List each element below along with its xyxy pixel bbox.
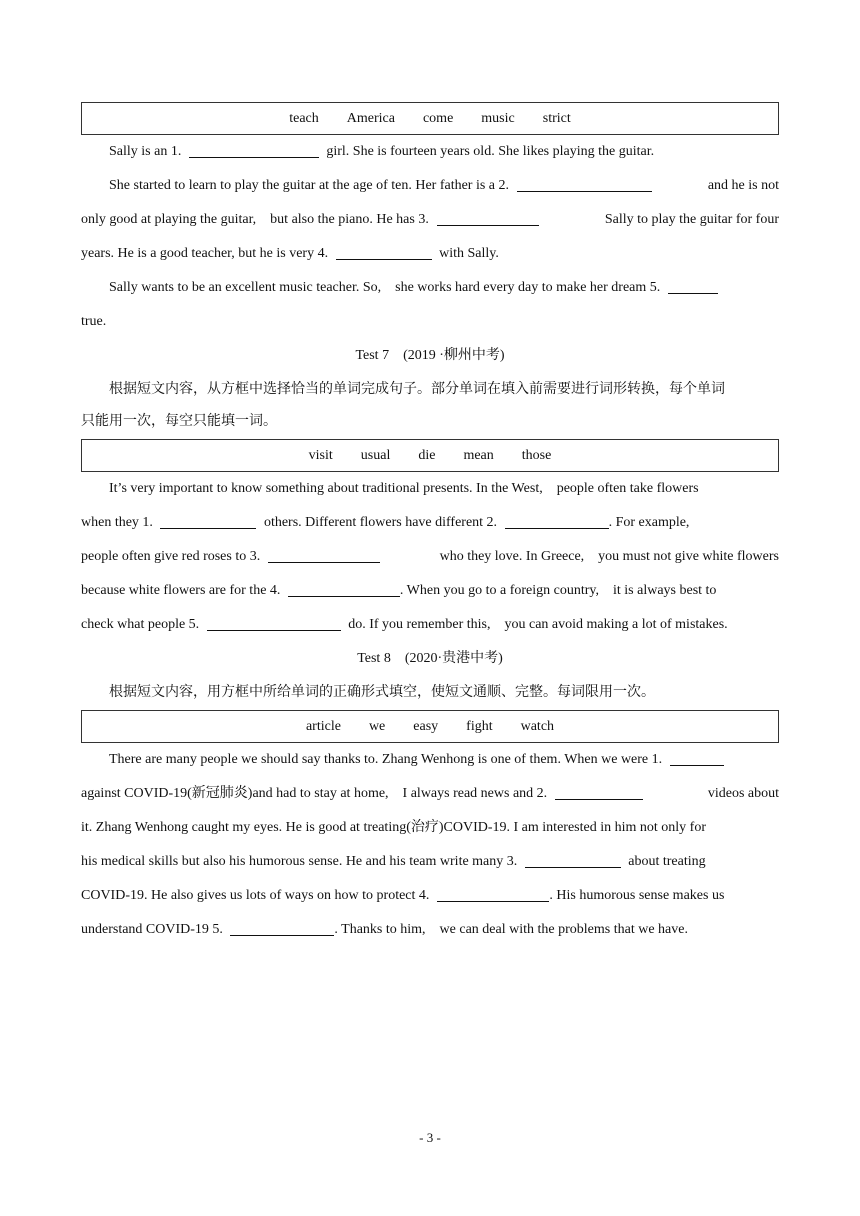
- answer-blank-2[interactable]: [517, 177, 652, 192]
- word-box-item: visit: [308, 447, 333, 463]
- passage-text: only good at playing the guitar, but also the piano. He has 3.: [81, 212, 429, 227]
- passage-line: [81, 305, 779, 339]
- word-box-item: those: [521, 447, 552, 463]
- answer-blank-2[interactable]: [555, 785, 643, 800]
- passage-text: check what people 5.: [81, 617, 200, 632]
- answer-blank-3[interactable]: [268, 548, 380, 563]
- instruction-text: 只能用一次，每空只能填一词。: [81, 414, 277, 429]
- passage-line: [81, 169, 779, 203]
- word-box-test7: [81, 439, 779, 472]
- word-box-item: strict: [542, 110, 571, 126]
- passage-line: [81, 540, 779, 574]
- passage-text: when they 1.: [81, 515, 153, 530]
- passage-text: understand COVID-19 5.: [81, 922, 223, 937]
- passage-text: . His humorous sense makes us: [549, 888, 725, 903]
- answer-blank-5[interactable]: [230, 921, 334, 936]
- word-box-item: mean: [463, 447, 494, 463]
- passage-line: it. Zhang Wenhong caught my eyes. He is good at treating(治疗)COVID-19. I am interested in him not only for: [81, 820, 706, 835]
- passage-line: It’s very important to know something about traditional presents. In the West, people often take flowers: [109, 481, 699, 496]
- passage-text: people often give red roses to 3.: [81, 549, 261, 564]
- passage-text: true.: [81, 314, 107, 329]
- instruction-text: 根据短文内容，用方框中所给单词的正确形式填空，使短文通顺、完整。每词限用一次。: [109, 685, 655, 700]
- answer-blank-1[interactable]: [670, 751, 724, 766]
- word-box-item: come: [422, 110, 454, 126]
- word-box-item: watch: [520, 718, 555, 734]
- passage-text: because white flowers are for the 4.: [81, 583, 281, 598]
- passage-text: Sally wants to be an excellent music teacher. So, she works hard every day to make her dream 5.: [109, 280, 661, 295]
- passage-line: [81, 506, 779, 540]
- passage-text: . For example,: [608, 515, 690, 530]
- word-box-item: article: [305, 718, 341, 734]
- answer-blank-3[interactable]: [525, 853, 621, 868]
- passage-line: [81, 271, 779, 305]
- passage-text: others. Different flowers have different 2.: [263, 515, 498, 530]
- passage-text: . Thanks to him, we can deal with the problems that we have.: [334, 922, 688, 937]
- page-number: - 3 -: [419, 1130, 441, 1145]
- passage-text: who they love. In Greece, you must not give white flowers: [439, 549, 779, 564]
- test-heading: Test 7 (2019 ·柳州中考): [355, 348, 505, 363]
- test-heading: Test 8 (2020·贵港中考): [357, 651, 503, 666]
- answer-blank-5[interactable]: [668, 279, 718, 294]
- passage-text: with Sally.: [439, 246, 499, 261]
- word-box-test6: [81, 102, 779, 135]
- passage-text: against COVID-19(新冠肺炎)and had to stay at home, I always read news and 2.: [81, 786, 548, 801]
- passage-line: [81, 608, 779, 642]
- passage-text: years. He is a good teacher, but he is very 4.: [81, 246, 329, 261]
- passage-line: [81, 777, 779, 811]
- passage-text: girl. She is fourteen years old. She likes playing the guitar.: [326, 144, 655, 159]
- passage-text: do. If you remember this, you can avoid making a lot of mistakes.: [348, 617, 728, 632]
- worksheet-page: [81, 102, 779, 947]
- word-box-test8: [81, 710, 779, 743]
- passage-line: [81, 879, 779, 913]
- answer-blank-5[interactable]: [207, 616, 341, 631]
- word-box-item: we: [368, 718, 386, 734]
- passage-text: Sally to play the guitar for four: [604, 212, 779, 227]
- word-box-item: fight: [466, 718, 493, 734]
- passage-line: [81, 845, 779, 879]
- word-box-item: music: [481, 110, 515, 126]
- passage-text: and he is not: [707, 178, 779, 193]
- word-box-item: easy: [413, 718, 439, 734]
- passage-line: [81, 913, 779, 947]
- passage-line: [81, 574, 779, 608]
- passage-line: [81, 135, 779, 169]
- passage-text: COVID-19. He also gives us lots of ways on how to protect 4.: [81, 888, 430, 903]
- answer-blank-1[interactable]: [189, 143, 319, 158]
- passage-text: his medical skills but also his humorous sense. He and his team write many 3.: [81, 854, 518, 869]
- word-box-item: usual: [360, 447, 391, 463]
- word-box-item: America: [346, 110, 395, 126]
- answer-blank-4[interactable]: [336, 245, 432, 260]
- instruction-text: 根据短文内容，从方框中选择恰当的单词完成句子。部分单词在填入前需要进行词形转换，每个单词: [109, 382, 725, 397]
- passage-text: videos about: [707, 786, 779, 801]
- passage-text: She started to learn to play the guitar at the age of ten. Her father is a 2.: [109, 178, 510, 193]
- passage-text: . When you go to a foreign country, it is always best to: [399, 583, 717, 598]
- answer-blank-4[interactable]: [288, 582, 400, 597]
- answer-blank-4[interactable]: [437, 887, 549, 902]
- answer-blank-2[interactable]: [505, 514, 609, 529]
- passage-line: [81, 203, 779, 237]
- passage-text: about treating: [628, 854, 706, 869]
- answer-blank-3[interactable]: [437, 211, 539, 226]
- passage-line: [81, 743, 779, 777]
- passage-text: Sally is an 1.: [109, 144, 182, 159]
- word-box-item: teach: [289, 110, 319, 126]
- answer-blank-1[interactable]: [160, 514, 256, 529]
- passage-line: [81, 237, 779, 271]
- word-box-item: die: [418, 447, 436, 463]
- passage-text: There are many people we should say thanks to. Zhang Wenhong is one of them. When we were 1.: [109, 752, 663, 767]
